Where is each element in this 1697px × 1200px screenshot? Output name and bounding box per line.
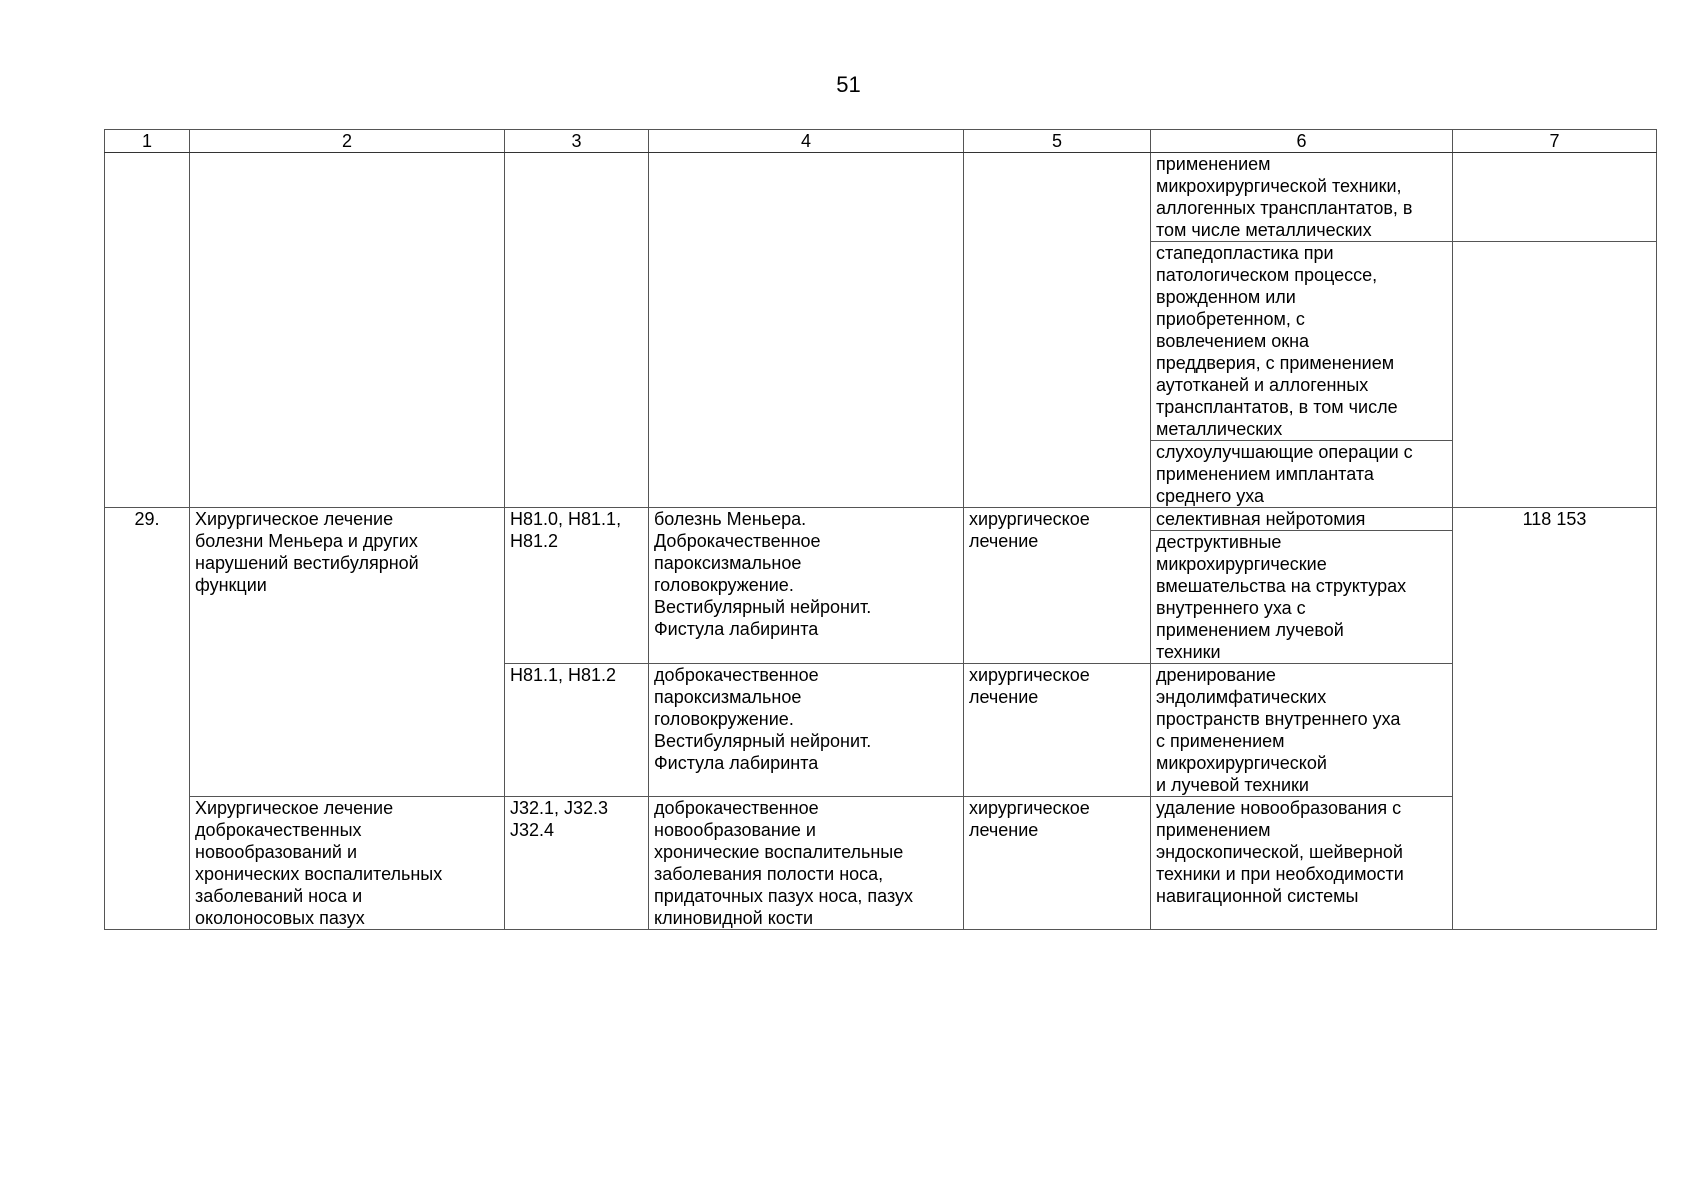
method-cell: деструктивные микрохирургические вмешательства на структурах внутреннего уха с применением лучевой техники [1151, 531, 1453, 664]
treatment-type-cell: хирургическое лечение [964, 797, 1151, 930]
column-number-row [105, 130, 1657, 153]
page-number: 51 [836, 72, 861, 97]
icd-codes-cell: H81.1, H81.2 [505, 664, 649, 797]
patient-model-cell: болезнь Меньера. Доброкачественное пароксизмальное головокружение. Вестибулярный нейронит. Фистула лабиринта [649, 508, 964, 664]
table-row [105, 797, 1657, 930]
column-number: 4 [649, 130, 964, 153]
column-number: 6 [1151, 130, 1453, 153]
column-number: 1 [105, 130, 190, 153]
empty-cell [649, 153, 964, 508]
care-type-cell: Хирургическое лечение доброкачественных новообразований и хронических воспалительных заболеваний носа и околоносовых пазух [190, 797, 505, 930]
column-number: 2 [190, 130, 505, 153]
method-cell: удаление новообразования с применением эндоскопической, шейверной техники и при необходимости навигационной системы [1151, 797, 1453, 930]
icd-codes-cell: H81.0, H81.1, H81.2 [505, 508, 649, 664]
table-row [105, 508, 1657, 531]
method-cell: стапедопластика при патологическом процессе, врожденном или приобретенном, с вовлечением окна преддверия, с применением аутотканей и аллогенных трансплантатов, в том числе металлических [1151, 242, 1453, 441]
column-number: 5 [964, 130, 1151, 153]
medical-care-table [104, 129, 1657, 930]
row-number: 29. [105, 508, 190, 930]
empty-cell [1453, 153, 1657, 242]
icd-codes-cell: J32.1, J32.3 J32.4 [505, 797, 649, 930]
table-row [105, 153, 1657, 242]
method-cell: применением микрохирургической техники, аллогенных трансплантатов, в том числе металлических [1151, 153, 1453, 242]
method-cell: селективная нейротомия [1151, 508, 1453, 531]
patient-model-cell: доброкачественное пароксизмальное головокружение. Вестибулярный нейронит. Фистула лабиринта [649, 664, 964, 797]
treatment-type-cell: хирургическое лечение [964, 508, 1151, 664]
empty-cell [505, 153, 649, 508]
care-type-cell: Хирургическое лечение болезни Меньера и других нарушений вестибулярной функции [190, 508, 505, 797]
method-cell: слухоулучшающие операции с применением имплантата среднего уха [1151, 441, 1453, 508]
column-number: 3 [505, 130, 649, 153]
patient-model-cell: доброкачественное новообразование и хронические воспалительные заболевания полости носа, придаточных пазух носа, пазух клиновидной кости [649, 797, 964, 930]
empty-cell [1453, 242, 1657, 508]
treatment-type-cell: хирургическое лечение [964, 664, 1151, 797]
empty-cell [105, 153, 190, 508]
cost-cell: 118 153 [1453, 508, 1657, 930]
empty-cell [964, 153, 1151, 508]
column-number: 7 [1453, 130, 1657, 153]
method-cell: дренирование эндолимфатических пространств внутреннего уха с применением микрохирургической и лучевой техники [1151, 664, 1453, 797]
empty-cell [190, 153, 505, 508]
